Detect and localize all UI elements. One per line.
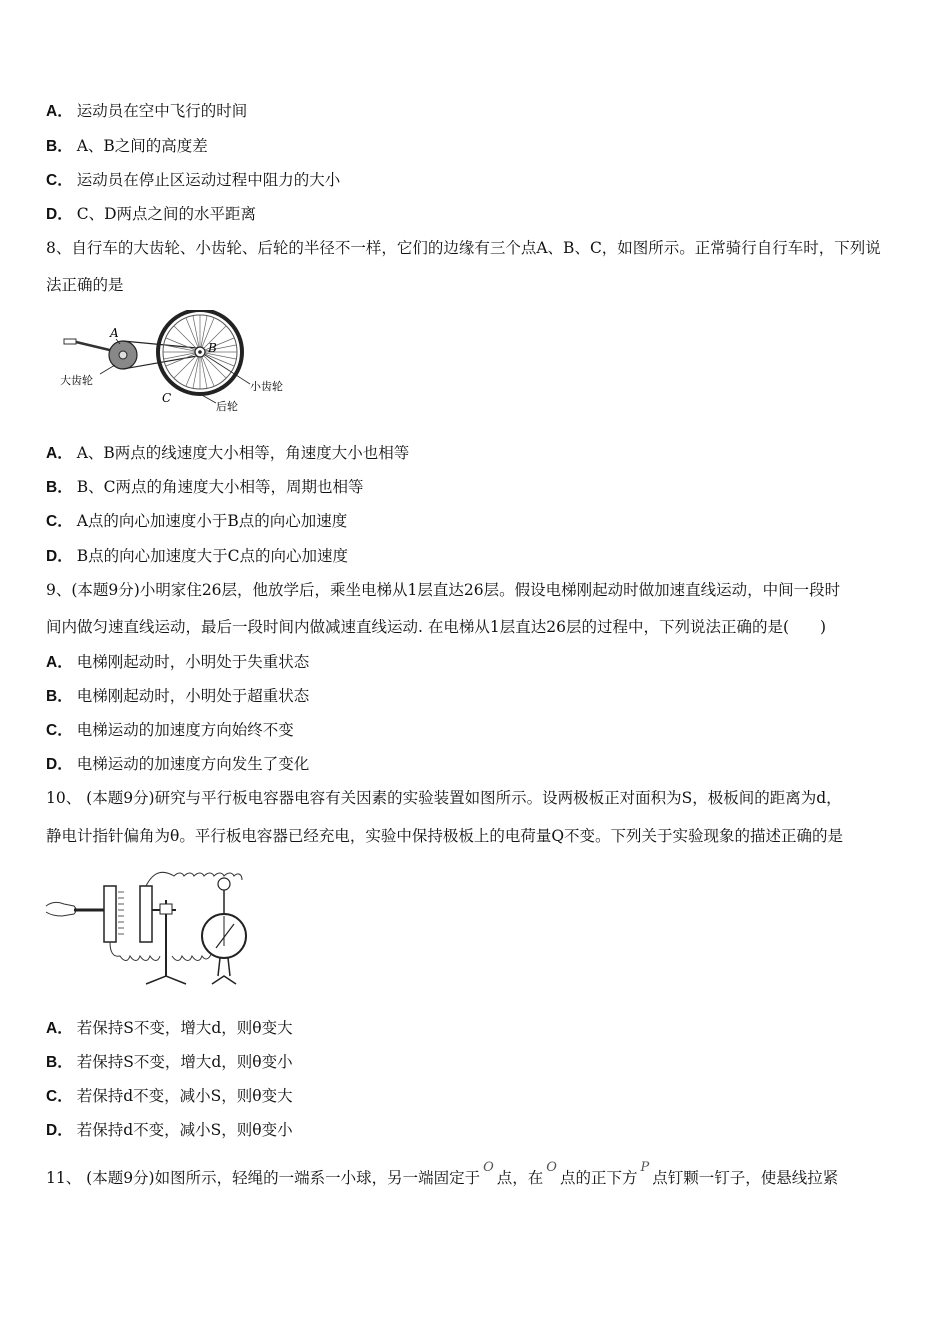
q11-stem-line1: 11、 (本题9分)如图所示，轻绳的一端系一小球，另一端固定于$^O$点，在$^O$点的正下方$^P$点钉颗一钉子，使悬线拉紧 bbox=[46, 1160, 839, 1187]
electrometer-knob bbox=[218, 878, 230, 890]
q10-option-a: A． 若保持S不变，增大d，则θ变大 bbox=[46, 1019, 293, 1037]
q8-option-c: C． A点的向心加速度小于B点的向心加速度 bbox=[46, 512, 348, 530]
label-a: A bbox=[110, 326, 119, 340]
label-c: C bbox=[162, 391, 172, 405]
q8-option-b: B． B、C两点的角速度大小相等，周期也相等 bbox=[46, 478, 364, 496]
hand bbox=[46, 902, 76, 916]
q10-stem-line2: 静电计指针偏角为θ。平行板电容器已经充电，实验中保持极板上的电荷量Q不变。下列关于实验现象的描述正确的是 bbox=[46, 827, 844, 845]
q9-option-a: A． 电梯刚起动时，小明处于失重状态 bbox=[46, 653, 310, 671]
stand-base bbox=[146, 976, 186, 984]
label-b: B bbox=[208, 341, 217, 355]
wire-bottom bbox=[110, 942, 212, 961]
pedal bbox=[64, 339, 76, 344]
q9-option-c: C． 电梯运动的加速度方向始终不变 bbox=[46, 721, 294, 739]
q8-stem-line1: 8、自行车的大齿轮、小齿轮、后轮的半径不一样，它们的边缘有三个点A、B、C，如图所示。正常骑行自行车时，下列说 bbox=[46, 239, 881, 257]
q9-stem-line2: 间内做匀速直线运动，最后一段时间内做减速直线运动. 在电梯从1层直达26层的过程中，下列说法正确的是( ) bbox=[46, 618, 827, 636]
q7-option-d: D． C、D两点之间的水平距离 bbox=[46, 205, 256, 223]
capacitor-electrometer-figure bbox=[44, 866, 278, 990]
label-rear-wheel: 后轮 bbox=[216, 400, 238, 413]
bicycle-gear-figure bbox=[60, 310, 300, 416]
q10-stem-line1: 10、 (本题9分)研究与平行板电容器电容有关因素的实验装置如图所示。设两极板正对面积为S，极板间的距离为d， bbox=[46, 789, 842, 807]
point-o-symbol: O bbox=[483, 1160, 494, 1175]
q7-option-a: A． 运动员在空中飞行的时间 bbox=[46, 102, 248, 120]
right-plate bbox=[140, 886, 152, 942]
q9-option-b: B． 电梯刚起动时，小明处于超重状态 bbox=[46, 687, 310, 705]
point-o-symbol-2: O bbox=[546, 1160, 557, 1175]
q9-option-d: D． 电梯运动的加速度方向发生了变化 bbox=[46, 755, 310, 773]
q10-option-b: B． 若保持S不变，增大d，则θ变小 bbox=[46, 1053, 293, 1071]
q7-option-c: C． 运动员在停止区运动过程中阻力的大小 bbox=[46, 171, 341, 189]
q10-option-c: C． 若保持d不变，减小S，则θ变大 bbox=[46, 1087, 293, 1105]
q8-option-d: D． B点的向心加速度大于C点的向心加速度 bbox=[46, 547, 348, 565]
left-plate bbox=[104, 886, 116, 942]
q7-option-b: B． A、B之间的高度差 bbox=[46, 137, 208, 155]
q10-option-d: D． 若保持d不变，减小S，则θ变小 bbox=[46, 1121, 293, 1139]
q9-stem-line1: 9、(本题9分)小明家住26层，他放学后，乘坐电梯从1层直达26层。假设电梯刚起动时做加速直线运动，中间一段时 bbox=[46, 581, 841, 599]
q8-stem-line2: 法正确的是 bbox=[46, 276, 124, 294]
label-small-gear: 小齿轮 bbox=[250, 380, 283, 393]
label-big-gear: 大齿轮 bbox=[60, 374, 93, 387]
q8-option-a: A． A、B两点的线速度大小相等，角速度大小也相等 bbox=[46, 444, 410, 462]
point-p-symbol: P bbox=[640, 1160, 650, 1175]
